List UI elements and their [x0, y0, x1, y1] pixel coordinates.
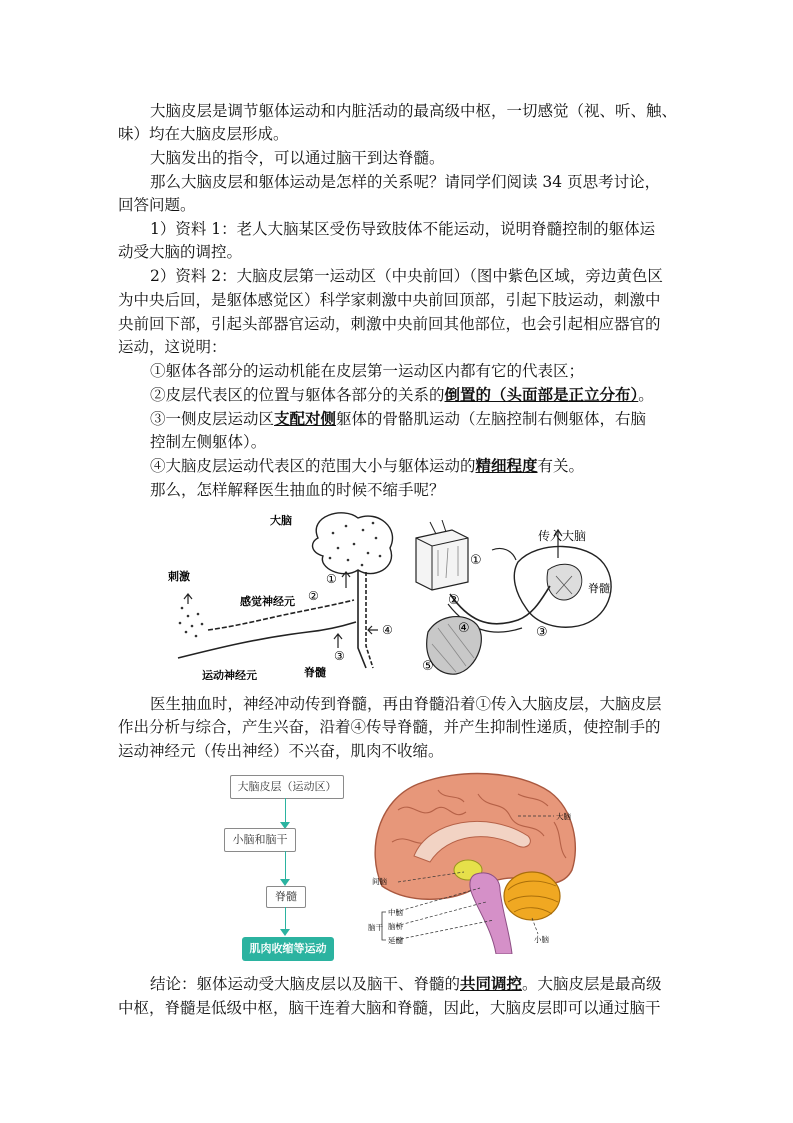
text-line: 那么大脑皮层和躯体运动是怎样的关系呢？请同学们阅读 34 页思考讨论， [150, 173, 661, 191]
brain-sketch [313, 513, 393, 574]
text-line: 央前回下部，引起头部器官运动，刺激中央前回其他部位，也会引起相应器官的 [118, 315, 661, 333]
marker-4: ④ [382, 623, 393, 637]
skin-block [416, 520, 468, 590]
cerebellum [504, 872, 560, 920]
text-run: 躯体的骨骼肌运动（左脑控制右侧躯体，右脑 [336, 410, 647, 428]
text-line: 作出分析与综合，产生兴奋，沿着④传导脊髓，并产生抑制性递质，使控制手的 [118, 718, 661, 736]
label-midbrain: 中脑 [388, 908, 403, 917]
label-brain: 大脑 [270, 514, 292, 527]
label-spinal-cord: 脊髓 [588, 582, 610, 595]
text-line: 1）资料 1：老人大脑某区受伤导致肢体不能运动，说明脊髓控制的躯体运 [150, 220, 656, 238]
label-spinal-cord: 脊髓 [304, 666, 326, 679]
marker-3: ③ [334, 649, 345, 663]
label-medulla: 延髓 [388, 936, 403, 945]
marker-4: ④ [458, 621, 470, 636]
text-line: 运动，这说明： [118, 338, 227, 356]
text-run: ③一侧皮层运动区 [150, 410, 275, 428]
muscle [427, 617, 482, 675]
label-stimulus: 刺激 [168, 570, 190, 583]
text-run: 。大脑皮层是最高级 [522, 975, 662, 993]
flow-box-cortex: 大脑皮层（运动区） [230, 775, 344, 799]
marker-2: ② [448, 593, 460, 608]
flow-arrow-head [280, 929, 290, 936]
question: 那么，怎样解释医生抽血的时候不缩手呢？ [150, 481, 445, 499]
brainstem [470, 873, 512, 954]
stimulus-dots [179, 607, 204, 638]
final-conclusion-cont: 中枢，脊髓是低级中枢，脑干连着大脑和脊髓，因此，大脑皮层即可以通过脑干 [118, 999, 661, 1017]
conclusion-3-cont: 控制左侧躯体）。 [150, 433, 267, 451]
conclusion-1: ①躯体各部分的运动机能在皮层第一运动区内都有它的代表区； [150, 362, 585, 380]
label-motor-neuron: 运动神经元 [202, 669, 257, 680]
emphasis-inverted: 倒置的（头面部是正立分布） [444, 385, 639, 404]
text-line: 动受大脑的调控。 [118, 243, 243, 261]
label-sensory-neuron: 感觉神经元 [240, 595, 295, 608]
text-line: 味）均在大脑皮层形成。 [118, 125, 289, 143]
emphasis-precision: 精细程度 [475, 456, 538, 475]
flow-box-muscle-contraction: 肌肉收缩等运动 [242, 937, 334, 961]
reflex-arc-figure [168, 508, 400, 680]
text-run: 。 [638, 386, 654, 404]
marker-3: ③ [536, 625, 548, 640]
brain-sagittal-diagram [368, 770, 590, 954]
text-line: 回答问题。 [118, 196, 196, 214]
up-arrow-small [334, 634, 342, 648]
label-cerebrum: 大脑 [556, 812, 571, 821]
flow-box-spinal-cord: 脊髓 [266, 886, 306, 908]
text-run: 有关。 [537, 457, 585, 475]
flow-box-cerebellum-brainstem: 小脑和脑干 [224, 828, 296, 852]
conclusion-2 [150, 385, 654, 405]
left-arrow [368, 626, 378, 634]
up-arrow [342, 572, 350, 588]
emphasis-joint-regulation: 共同调控 [460, 974, 523, 993]
conclusion-4 [150, 456, 584, 476]
label-cerebellum: 小脑 [534, 935, 549, 944]
label-to-brain: 传入大脑 [538, 529, 587, 543]
marker-1: ① [470, 553, 482, 568]
paragraph-2: 大脑发出的指令，可以通过脑干到达脊髓。 [150, 149, 445, 167]
spinal-section-figure [408, 520, 630, 680]
text-line: 2）资料 2：大脑皮层第一运动区（中央前回）（图中紫色区域，旁边黄色区 [150, 267, 663, 285]
emphasis-contralateral: 支配对侧 [274, 409, 337, 428]
flow-arrow-head [280, 879, 290, 886]
final-conclusion [150, 974, 662, 994]
conclusion-3 [150, 409, 646, 429]
label-brainstem: 脑干 [368, 923, 383, 932]
marker-2: ② [308, 589, 319, 603]
text-line: 大脑皮层是调节躯体运动和内脏活动的最高级中枢，一切感觉（视、听、触、 [150, 102, 678, 120]
text-run: 结论：躯体运动受大脑皮层以及脑干、脊髓的 [150, 975, 461, 993]
text-line: 医生抽血时，神经冲动传到脊髓，再由脊髓沿着①传入大脑皮层，大脑皮层 [150, 695, 662, 713]
text-line: 运动神经元（传出神经）不兴奋，肌肉不收缩。 [118, 742, 444, 760]
text-line: 为中央后回，是躯体感觉区）科学家刺激中央前回顶部，引起下肢运动，刺激中 [118, 291, 661, 309]
text-run: ②皮层代表区的位置与躯体各部分的关系的 [150, 386, 445, 404]
marker-1: ① [326, 572, 337, 586]
label-diencephalon: 间脑 [372, 877, 387, 886]
label-pons: 脑桥 [388, 922, 403, 931]
motor-control-flowchart [222, 770, 362, 966]
text-run: ④大脑皮层运动代表区的范围大小与躯体运动的 [150, 457, 476, 475]
marker-5: ⑤ [422, 659, 434, 674]
